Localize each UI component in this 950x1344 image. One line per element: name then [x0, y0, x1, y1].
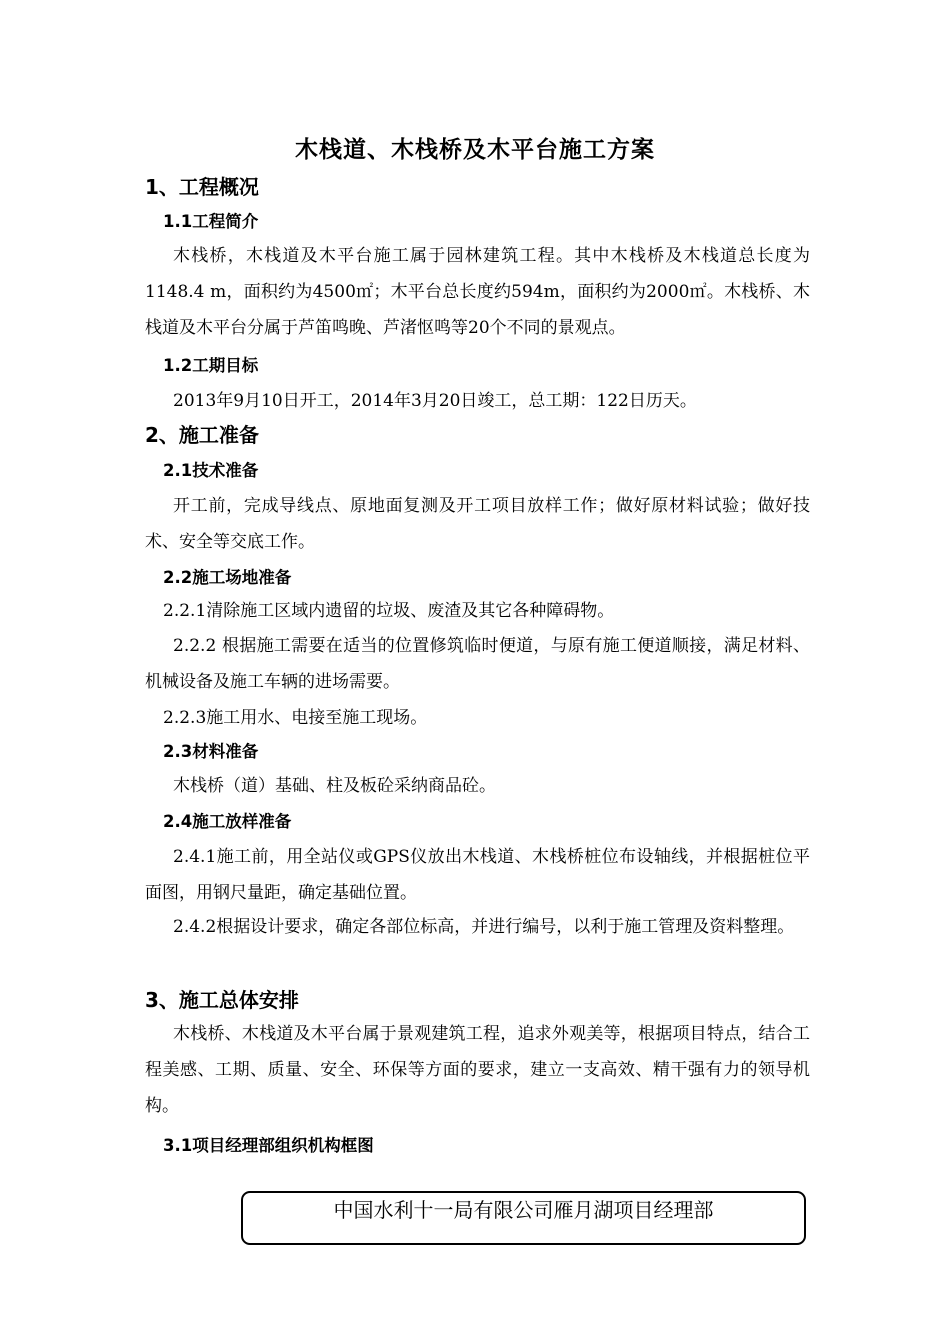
- paragraph-material-prep: 木栈桥（道）基础、柱及板砼采纳商品砼。: [173, 776, 496, 796]
- paragraph-site-prep-3: 2.2.3施工用水、电接至施工现场。: [163, 708, 428, 728]
- paragraph-overall-arrangement: 木栈桥、木栈道及木平台属于景观建筑工程，追求外观美等，根据项目特点，结合工程美感、工期、质量、安全、环保等方面的要求，建立一支高效、精干强有力的领导机构。: [145, 1024, 810, 1116]
- subsection-heading-2-3: 2.3材料准备: [163, 742, 259, 761]
- org-chart-top-node: [241, 1191, 806, 1245]
- subsection-heading-1-1: 1.1工程简介: [163, 212, 259, 231]
- subsection-heading-3-1: 3.1项目经理部组织机构框图: [163, 1136, 374, 1155]
- paragraph-layout-prep-1: 2.4.1施工前，用全站仪或GPS仪放出木栈道、木栈桥桩位布设轴线，并根据桩位平面图，用钢尺量距，确定基础位置。: [145, 847, 810, 903]
- section-heading-2: 2、施工准备: [145, 423, 259, 447]
- section-heading-3: 3、施工总体安排: [145, 988, 299, 1012]
- paragraph-technical-prep: 开工前，完成导线点、原地面复测及开工项目放样工作；做好原材料试验；做好技术、安全等交底工作。: [145, 496, 810, 552]
- subsection-heading-2-1: 2.1技术准备: [163, 461, 259, 480]
- paragraph-layout-prep-2: 2.4.2根据设计要求，确定各部位标高，并进行编号，以利于施工管理及资料整理。: [173, 917, 795, 937]
- paragraph-site-prep-2: 2.2.2 根据施工需要在适当的位置修筑临时便道，与原有施工便道顺接，满足材料、机械设备及施工车辆的进场需要。: [145, 636, 810, 692]
- document-title: 木栈道、木栈桥及木平台施工方案: [295, 137, 655, 163]
- paragraph-site-prep-1: 2.2.1清除施工区域内遗留的垃圾、废渣及其它各种障碍物。: [163, 601, 615, 621]
- subsection-heading-1-2: 1.2工期目标: [163, 356, 259, 375]
- org-chart-top-node-label: 中国水利十一局有限公司雁月湖项目经理部: [333, 1198, 714, 1222]
- subsection-heading-2-4: 2.4施工放样准备: [163, 812, 292, 831]
- paragraph-schedule: 2013年9月10日开工，2014年3月20日竣工，总工期：122日历天。: [173, 391, 697, 411]
- subsection-heading-2-2: 2.2施工场地准备: [163, 568, 292, 587]
- paragraph-project-intro: 木栈桥，木栈道及木平台施工属于园林建筑工程。其中木栈桥及木栈道总长度为1148.4 m，面积约为4500㎡；木平台总长度约594m，面积约为2000㎡。木栈桥、木栈道及木平台分属于芦笛鸣晚、芦渚怄鸣等20个不同的景观点。: [145, 246, 810, 338]
- section-heading-1: 1、工程概况: [145, 175, 259, 199]
